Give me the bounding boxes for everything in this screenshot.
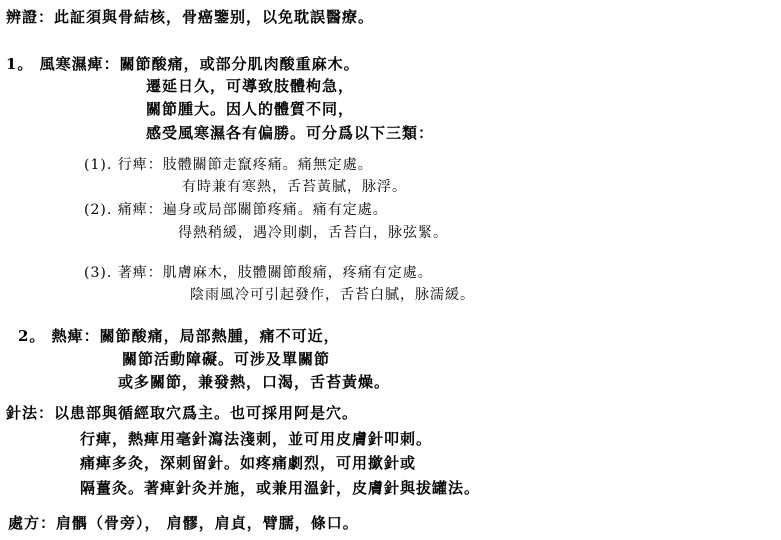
acupuncture-line-1: 針法：以患部與循經取穴爲主。也可採用阿是穴。	[6, 404, 359, 422]
section1-line-4: 感受風寒濕各有偏勝。可分爲以下三類：	[146, 124, 435, 142]
zhuo-bi-line-1: (3). 著痺：肌膚麻木，肢體關節酸痛，疼痛有定處。	[84, 265, 433, 281]
section2-line-2: 關節活動障礙。可涉及單關節	[122, 350, 331, 368]
diagnosis-line: 辨證：此証須與骨結核，骨癌鑒别，以免耽誤醫療。	[6, 8, 375, 26]
xing-bi-line-1: (1). 行痺：肢體關節走竄疼痛。痛無定處。	[84, 157, 373, 173]
zhuo-bi-line-2: 陰雨風冷可引起發作，舌苔白膩，脉濡緩。	[190, 287, 475, 303]
xing-bi-line-2: 有時兼有寒熱，舌苔黃膩，脉浮。	[182, 179, 407, 195]
section1-heading-line: 1。 風寒濕痺：關節酸痛，或部分肌肉酸重麻木。	[6, 55, 360, 73]
prescription-line: 處方：肩髃（骨旁）， 肩髎，肩貞，臂臑，條口。	[8, 514, 359, 532]
acupuncture-line-2: 行痺，熱痺用毫針瀉法淺刺，並可用皮膚針叩刺。	[80, 430, 433, 448]
section1-line-2: 遷延日久，可導致肢體枸急，	[146, 77, 355, 95]
tong-bi-line-1: (2). 痛痺：遍身或局部關節疼痛。痛有定處。	[84, 202, 388, 218]
tong-bi-line-2: 得熱稍緩，遇冷則劇，舌苔白，脉弦緊。	[178, 225, 448, 241]
section2-heading-line: 2。 熱痺：關節酸痛，局部熱腫，痛不可近，	[18, 327, 340, 345]
section1-line-3: 關節腫大。因人的體質不同，	[146, 100, 355, 118]
acupuncture-line-4: 隔薑灸。著痺針灸并施，或兼用溫針，皮膚針與拔罐法。	[80, 479, 481, 497]
acupuncture-line-3: 痛痺多灸，深刺留針。如疼痛劇烈，可用撳針或	[80, 454, 417, 472]
section2-line-3: 或多關節，兼發熱，口渴，舌苔黃燥。	[118, 373, 391, 391]
